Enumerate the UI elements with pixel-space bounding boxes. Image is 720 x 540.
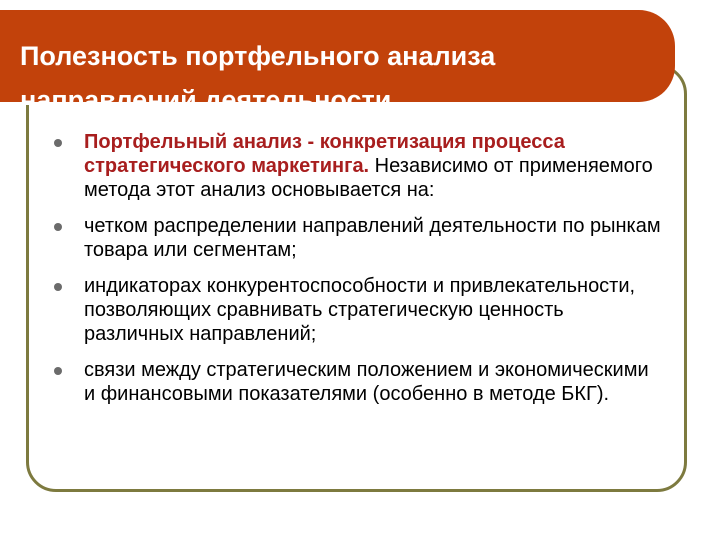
item-text: связи между стратегическим положением и экономическими и финансовыми показателями (особенно в методе БКГ). <box>84 359 649 405</box>
highlighted-text: Портфельный анализ - конкретизация процесса стратегического маркетинга. <box>84 131 565 177</box>
title-line-2: направлений деятельности <box>20 85 392 115</box>
bullet-icon <box>54 223 62 231</box>
item-text: индикаторах конкурентоспособности и привлекательности, позволяющих сравнивать стратегическую ценность различных направлений; <box>84 275 636 345</box>
bullet-icon <box>54 139 62 147</box>
list-item <box>54 214 664 262</box>
list-item <box>54 274 664 346</box>
list-item <box>54 130 664 202</box>
title-bar <box>0 10 675 115</box>
item-text: четком распределении направлений деятельности по рынкам товара или сегментам; <box>84 215 661 261</box>
list-item <box>54 358 664 406</box>
bullet-icon <box>54 283 62 291</box>
bullet-icon <box>54 367 62 375</box>
bullet-list <box>54 130 664 418</box>
slide-title <box>20 34 660 122</box>
item-text: Независимо от применяемого метода этот анализ основывается на: <box>84 155 653 201</box>
title-underline <box>18 102 638 105</box>
title-line-1: Полезность портфельного анализа <box>20 41 496 71</box>
